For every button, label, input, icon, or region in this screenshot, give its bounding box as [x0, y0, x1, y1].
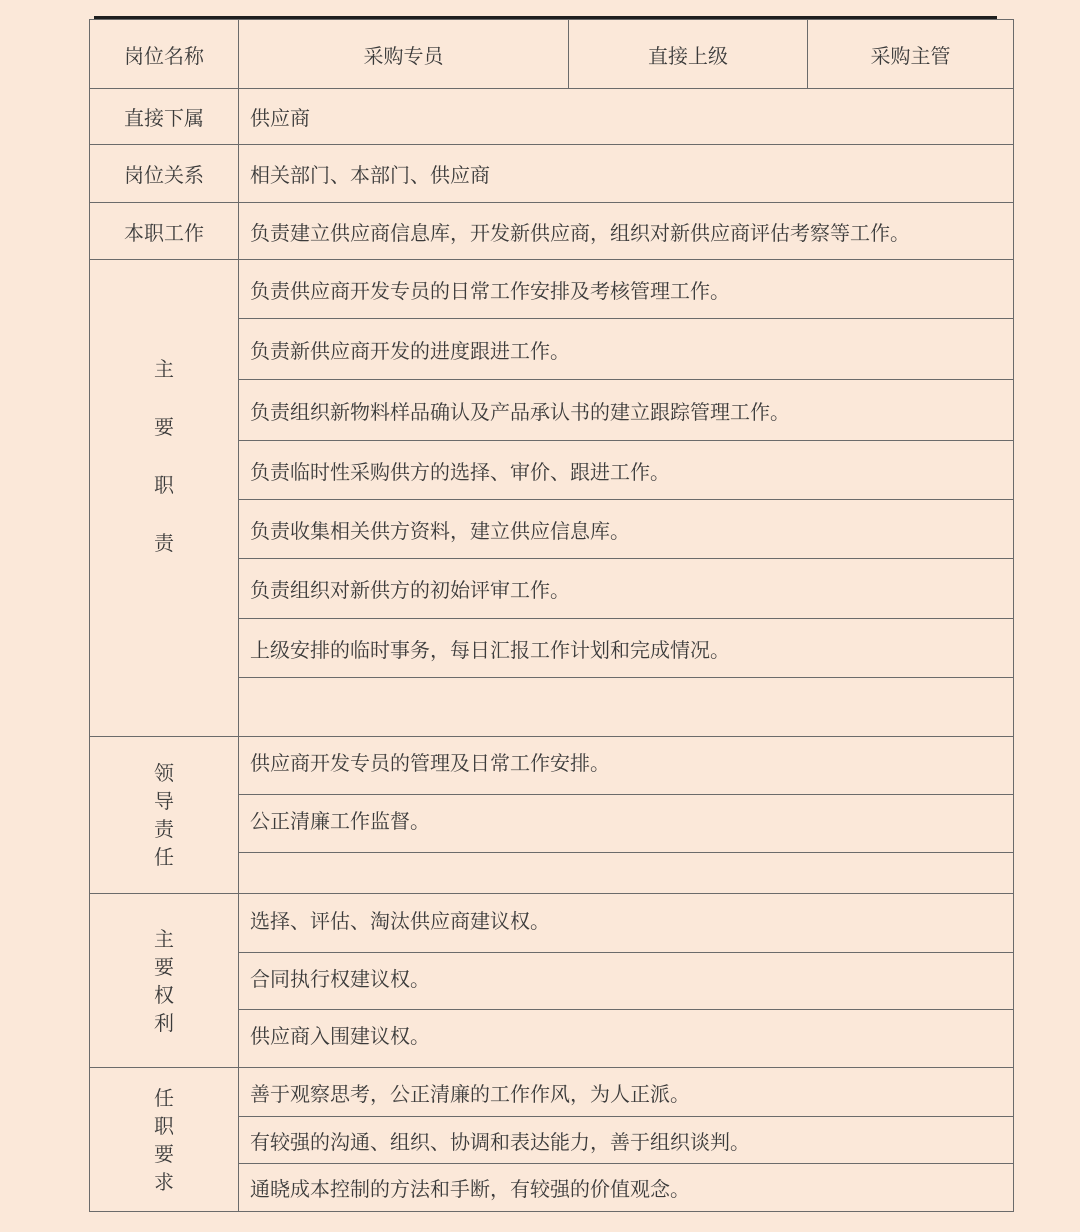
superior-label: 直接上级 [569, 20, 808, 89]
rights-label-char: 主 [154, 926, 174, 951]
rights-item [239, 894, 1014, 953]
main-duties-label-char: 责 [154, 530, 174, 555]
duty-item: 上级安排的临时事务，每日汇报工作计划和完成情况。 [239, 619, 1014, 678]
duty-item: 负责新供应商开发的进度跟进工作。 [239, 319, 1014, 380]
rights-label [90, 894, 239, 1068]
rights-item-text: 供应商入围建议权。 [250, 1024, 430, 1048]
leadership-item-text: 供应商开发专员的管理及日常工作安排。 [250, 751, 610, 775]
subordinate-row [90, 89, 1014, 145]
requirements-label-char: 任 [154, 1085, 174, 1110]
rights-row [90, 894, 1014, 953]
core-work-value: 负责建立供应商信息库，开发新供应商，组织对新供应商评估考察等工作。 [239, 203, 1014, 260]
main-duties-label-char: 要 [154, 414, 174, 439]
leadership-item-empty [239, 853, 1014, 894]
relations-row [90, 145, 1014, 203]
subordinate-label: 直接下属 [90, 89, 239, 145]
leadership-label [90, 737, 239, 894]
leadership-item-text: 公正清廉工作监督。 [250, 809, 430, 833]
leadership-label-char: 任 [154, 845, 174, 869]
main-duties-label-char: 主 [154, 356, 174, 381]
rights-item-text: 选择、评估、淘汰供应商建议权。 [250, 908, 550, 933]
superior-value: 采购主管 [808, 20, 1014, 89]
requirements-row [90, 1068, 1014, 1117]
duty-item: 负责组织新物料样品确认及产品承认书的建立跟踪管理工作。 [239, 380, 1014, 441]
leadership-label-char: 导 [154, 789, 174, 813]
rights-label-char: 权 [154, 982, 174, 1007]
rights-label-char: 要 [154, 954, 174, 979]
duty-item: 负责收集相关供方资料，建立供应信息库。 [239, 500, 1014, 559]
core-work-label: 本职工作 [90, 203, 239, 260]
job-description-table [89, 19, 1014, 1212]
relations-label: 岗位关系 [90, 145, 239, 203]
duty-item-empty [239, 678, 1014, 737]
duty-row [90, 260, 1014, 319]
requirement-item: 善于观察思考，公正清廉的工作作风，为人正派。 [239, 1068, 1014, 1117]
leadership-label-char: 领 [154, 761, 174, 785]
position-name-value: 采购专员 [239, 20, 569, 89]
leadership-item [239, 795, 1014, 853]
header-row [90, 20, 1014, 89]
rights-item [239, 953, 1014, 1010]
requirements-label [90, 1068, 239, 1212]
requirements-label-char: 职 [154, 1113, 174, 1138]
leadership-row [90, 737, 1014, 795]
subordinate-value: 供应商 [239, 89, 1014, 145]
requirements-label-char: 要 [154, 1141, 174, 1166]
core-work-row [90, 203, 1014, 260]
requirements-label-char: 求 [154, 1169, 174, 1194]
requirement-item: 有较强的沟通、组织、协调和表达能力，善于组织谈判。 [239, 1117, 1014, 1164]
leadership-item [239, 737, 1014, 795]
duty-item: 负责组织对新供方的初始评审工作。 [239, 559, 1014, 619]
position-name-label: 岗位名称 [90, 20, 239, 89]
duty-item: 负责供应商开发专员的日常工作安排及考核管理工作。 [239, 260, 1014, 319]
requirement-item: 通晓成本控制的方法和手断，有较强的价值观念。 [239, 1164, 1014, 1212]
rights-item-text: 合同执行权建议权。 [250, 966, 430, 991]
relations-value: 相关部门、本部门、供应商 [239, 145, 1014, 203]
duty-item: 负责临时性采购供方的选择、审价、跟进工作。 [239, 441, 1014, 500]
leadership-label-char: 责 [154, 817, 174, 841]
main-duties-label-char: 职 [154, 472, 174, 497]
rights-label-char: 利 [154, 1010, 174, 1035]
rights-item [239, 1010, 1014, 1068]
main-duties-label [90, 260, 239, 737]
